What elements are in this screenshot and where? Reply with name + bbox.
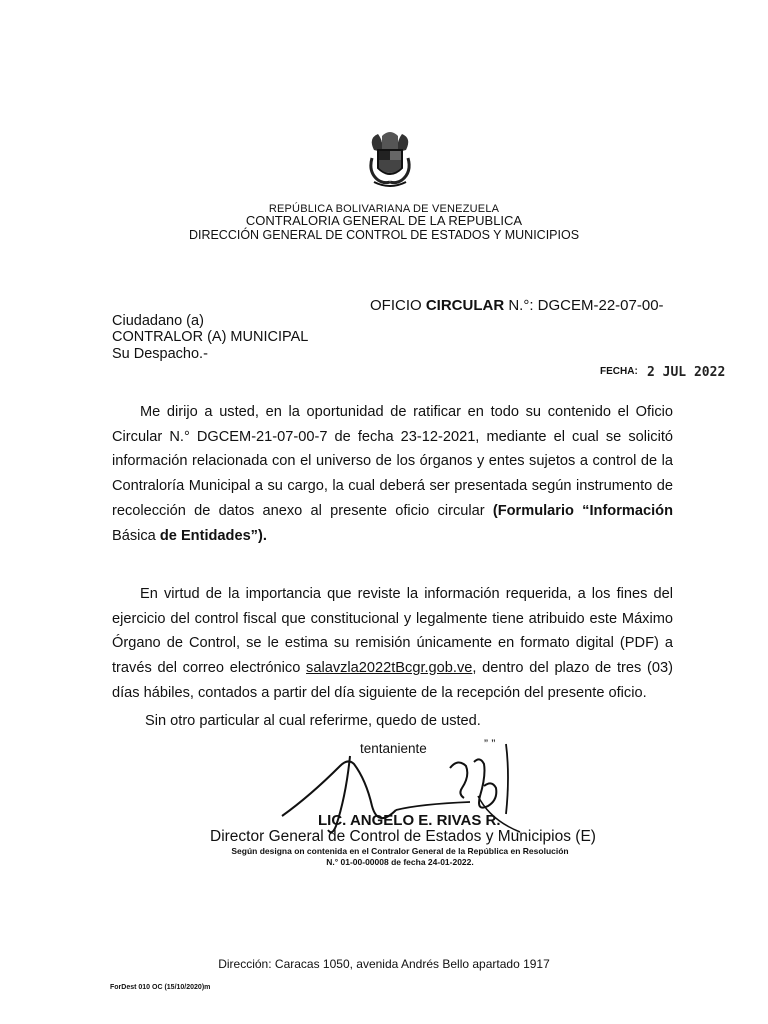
resolution-text: N.° 01-00-00008 de fecha 24-01-2022. bbox=[326, 857, 474, 867]
svg-text:2 JUL 2022: 2 JUL 2022 bbox=[647, 365, 726, 378]
oficio-number: OFICIO CIRCULAR N.°: DGCEM-22-07-00- bbox=[370, 297, 664, 314]
header-direccion: DIRECCIÓN GENERAL DE CONTROL DE ESTADOS Y MUNICIPIOS bbox=[188, 228, 580, 242]
signatory-title: Director General de Control de Estados y Municipios (E) bbox=[210, 828, 596, 845]
signatory-name: LIC. ANGELO E. RIVAS R. bbox=[318, 812, 501, 829]
closing-line: Sin otro particular al cual referirme, quedo de usted. bbox=[145, 713, 481, 729]
email-link[interactable]: salavzla2022tBcgr.gob.ve bbox=[306, 660, 473, 677]
fecha-label: FECHA: bbox=[600, 366, 638, 377]
signature-quotes: ” ” bbox=[484, 737, 496, 751]
addressee-line-1: Ciudadano (a) bbox=[112, 313, 204, 329]
addressee-line-3: Su Despacho.- bbox=[112, 346, 208, 362]
paragraph-2: En virtud de la importancia que reviste la información requerida, a los fines del ejercicio del control fiscal que constitucional y legalmente tiene atribuido este Máximo Órgano de Control, se le estima su remisión únicamente en formato digital (PDF) a través del correo electrónico salavzla2022tBcgr.gob.ve, dentro del plazo de tres (03) días hábiles, contados a partir del día siguiente de la recepción del presente oficio. bbox=[112, 586, 674, 701]
signature-atentamente: tentaniente bbox=[360, 741, 427, 756]
addressee-line-2: CONTRALOR (A) MUNICIPAL bbox=[112, 329, 309, 345]
header-contraloria: CONTRALORIA GENERAL DE LA REPUBLICA bbox=[245, 213, 523, 228]
footer-address: Dirección: Caracas 1050, avenida Andrés Bello apartado 1917 bbox=[218, 957, 550, 971]
coat-of-arms-seal bbox=[364, 128, 416, 188]
paragraph-1: Me dirijo a usted, en la oportunidad de ratificar en todo su contenido el Oficio Circular N.° DGCEM-21-07-00-7 de fecha 23-12-2021, mediante el cual se solicitó información relacionada con el universo de los órganos y entes sujetos a control de la Contraloría Municipal a su cargo, la cual deberá ser presentada según instrumento de recolección de datos anexo al presente oficio circular (Formulario “Información Básica de Entidades”). bbox=[112, 404, 673, 544]
form-code: ForDest 010 OC (15/10/2020)m bbox=[110, 984, 211, 991]
header-republic: REPÚBLICA BOLIVARIANA DE VENEZUELA bbox=[268, 203, 500, 215]
designation-text: Según designa on contenida en el Contralor General de la República en Resolución bbox=[231, 846, 569, 856]
date-stamp bbox=[645, 364, 755, 378]
